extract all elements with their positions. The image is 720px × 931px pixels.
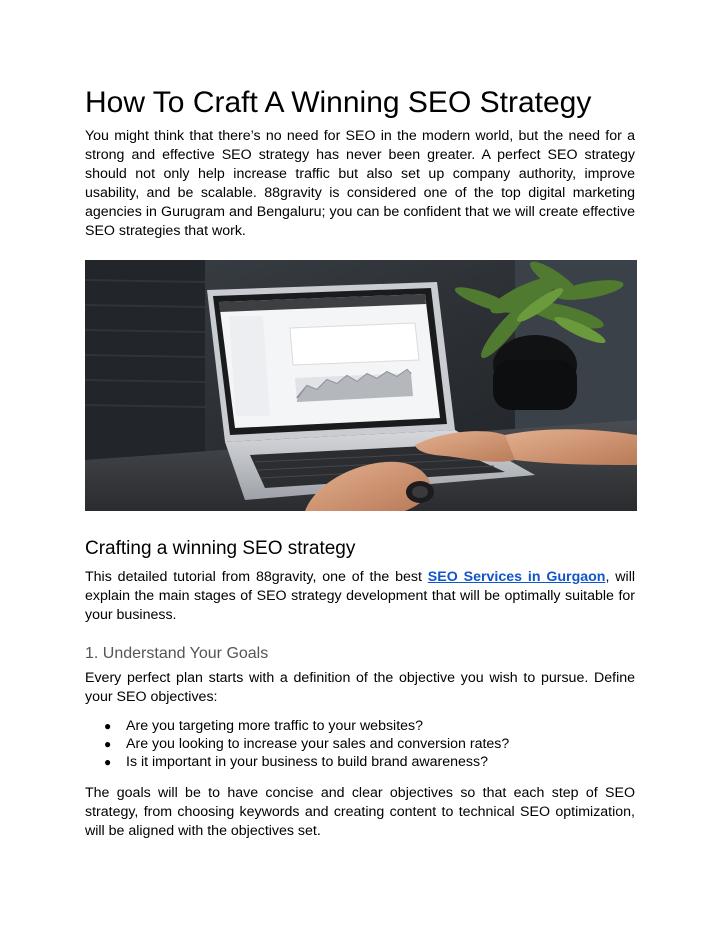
section-text-before-link: This detailed tutorial from 88gravity, one of the best: [85, 569, 428, 585]
section-heading: Crafting a winning SEO strategy: [85, 538, 356, 559]
seo-services-link[interactable]: SEO Services in Gurgaon: [427, 569, 606, 585]
bullet-icon: ●: [104, 737, 112, 751]
bullet-icon: ●: [104, 755, 112, 769]
list-item-text: Are you targeting more traffic to your websites?: [126, 718, 424, 734]
section-paragraph: [85, 568, 635, 625]
hero-image: [85, 260, 637, 511]
goals-bullet-list: [85, 717, 635, 771]
intro-paragraph: You might think that there’s no need for SEO in the modern world, but the need for a strong and effective SEO strategy has never been greater. A perfect SEO strategy should not only help increase traffic but also set up company authority, improve usability, and be scalable. 88gravity is considered one of the top digital marketing agencies in Gurugram and Bengaluru; you can be confident that we will create effective SEO strategies that work.: [85, 128, 635, 239]
page-title: How To Craft A Winning SEO Strategy: [85, 86, 592, 119]
laptop-photo: [85, 260, 637, 511]
list-item-text: Are you looking to increase your sales and conversion rates?: [126, 736, 510, 752]
closing-paragraph: The goals will be to have concise and clear objectives so that each step of SEO strategy, from choosing keywords and creating content to technical SEO optimization, will be aligned with the objectives set.: [85, 785, 635, 839]
list-item-text: Is it important in your business to build brand awareness?: [126, 754, 488, 770]
bullet-icon: ●: [104, 719, 112, 733]
section-text-after-link: , will explain the main stages of SEO strategy development that will be optimally suitable for your business.: [85, 569, 635, 623]
subheading-understand-goals: 1. Understand Your Goals: [85, 645, 269, 662]
list-item: [85, 717, 635, 735]
list-item: [85, 735, 635, 753]
goals-intro-paragraph: Every perfect plan starts with a definition of the objective you wish to pursue. Define your SEO objectives:: [85, 670, 635, 705]
list-item: [85, 753, 635, 771]
